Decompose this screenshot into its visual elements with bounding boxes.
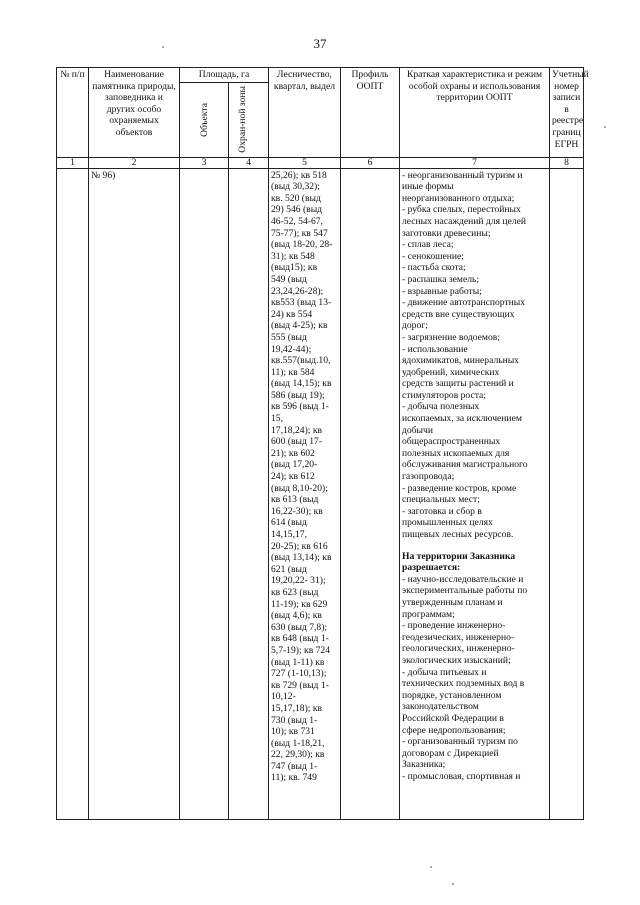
forestry-line: 10,12- xyxy=(271,691,296,703)
allowed-line: геологических, инженерно- xyxy=(402,643,515,655)
prohibited-line: - загрязнение водоемов; xyxy=(402,331,500,343)
forestry-line: (выд15); кв xyxy=(271,262,318,274)
allowed-heading-line: разрешается: xyxy=(402,562,461,574)
forestry-line: 25,26); кв 518 xyxy=(271,169,327,181)
forestry-line: (выд 4-25); кв xyxy=(271,320,328,332)
cell-profile xyxy=(341,168,400,819)
header-buffer-area xyxy=(229,82,269,157)
column-number-7: 7 xyxy=(400,157,550,168)
header-number: № п/п xyxy=(57,68,89,158)
scan-speck xyxy=(604,126,606,128)
cell-buffer-area xyxy=(229,168,269,819)
prohibited-line: - пастьба скота; xyxy=(402,262,466,274)
forestry-line: 15,17,18); кв xyxy=(271,702,323,714)
prohibited-line: газопровода; xyxy=(402,471,455,483)
allowed-line: порядке, установленном xyxy=(402,689,502,701)
forestry-line: 630 (выд 7,8); xyxy=(271,621,328,633)
forestry-line: 31); кв 548 xyxy=(271,250,315,262)
forestry-line: (выд 13,14); кв xyxy=(271,552,332,564)
column-number-5: 5 xyxy=(269,157,341,168)
prohibited-line: - разведение костров, кроме xyxy=(402,482,517,494)
cell-egrn-number xyxy=(550,168,584,819)
page-number: 37 xyxy=(313,36,327,51)
forestry-line: 24); кв 612 xyxy=(271,471,315,483)
forestry-line: (выд 30,32); xyxy=(271,181,320,193)
forestry-line: 14,15,17, xyxy=(271,529,307,540)
prohibited-line: ядохимикатов, минеральных xyxy=(402,355,519,367)
header-object-area xyxy=(180,82,229,157)
prohibited-line: полезных ископаемых для xyxy=(402,447,510,459)
forestry-line: (выд 1-18,21, xyxy=(271,737,325,749)
prohibited-line: - заготовка и сбор в xyxy=(402,505,482,517)
forestry-line: (выд 1-11) кв xyxy=(271,656,325,668)
prohibited-line: удобрений, химических xyxy=(402,366,500,378)
allowed-line: сфере недропользования; xyxy=(402,724,506,736)
prohibited-line: - распашка земель; xyxy=(402,273,480,285)
header-characteristics: Краткая характеристика и режим особой охраны и использования территории ООПТ xyxy=(400,68,550,158)
forestry-line: 727 (1-10,13); xyxy=(271,668,327,680)
cell-object-area xyxy=(180,168,229,819)
prohibited-line: иные формы xyxy=(402,181,454,193)
forestry-line: 17,18,24); кв xyxy=(271,424,323,436)
prohibited-line: неорганизованного отдыха; xyxy=(402,192,515,204)
allowed-line: геодезических, инженерно- xyxy=(402,631,515,643)
prohibited-line: пищевых лесных ресурсов. xyxy=(402,529,514,540)
scan-speck xyxy=(430,866,432,868)
prohibited-line: обслуживания магистрального xyxy=(402,459,528,471)
forestry-line: 23,24,26-28); xyxy=(271,285,324,297)
forestry-line: кв. 520 (выд xyxy=(271,192,321,204)
allowed-heading xyxy=(402,551,547,574)
allowed-line: технических подземных вод в xyxy=(402,678,525,690)
scan-speck xyxy=(452,883,454,885)
forestry-line: 730 (выд 1- xyxy=(271,714,318,726)
header-object-area-label: Объекта xyxy=(198,102,210,137)
allowed-line: - проведение инженерно- xyxy=(402,620,506,632)
allowed-line: договорам с Дирекцией xyxy=(402,747,499,759)
prohibited-line: промышленных целях xyxy=(402,517,493,529)
forestry-line: кв 596 (выд 1- xyxy=(271,401,329,413)
forestry-line: кв 623 (выд xyxy=(271,586,319,598)
scan-speck xyxy=(162,46,164,48)
cell-forestry xyxy=(269,168,341,819)
header-area-group: Площадь, га xyxy=(180,68,269,83)
prohibited-line: общераспространенных xyxy=(402,436,501,448)
forestry-line: 5,7-19); кв 724 xyxy=(271,644,331,656)
forestry-line: 586 (выд 19); xyxy=(271,389,325,401)
forestry-line: 747 (выд 1- xyxy=(271,760,318,772)
forestry-line: 19,20,22- 31); xyxy=(271,575,326,587)
header-forestry: Лесничество, квартал, выдел xyxy=(269,68,341,158)
column-number-3: 3 xyxy=(180,157,229,168)
allowed-line: - добыча питьевых и xyxy=(402,666,487,678)
forestry-line: 15, xyxy=(271,413,283,425)
allowed-heading-line: На территории Заказника xyxy=(402,550,516,562)
prohibited-line: лесных насаждений для целей xyxy=(402,215,526,227)
cell-characteristics xyxy=(400,168,550,819)
allowed-line: - научно-исследовательские и xyxy=(402,573,524,585)
forestry-line: 10); кв 731 xyxy=(271,726,315,738)
column-number-2: 2 xyxy=(89,157,180,168)
column-number-6: 6 xyxy=(341,157,400,168)
forestry-line: кв 648 (выд 1- xyxy=(271,633,329,645)
forestry-line: 21); кв 602 xyxy=(271,447,315,459)
allowed-activities xyxy=(402,574,547,783)
allowed-line: программам; xyxy=(402,608,455,620)
cell-number xyxy=(57,168,89,819)
prohibited-line: ископаемых, за исключением xyxy=(402,413,522,425)
prohibited-line: - сенокошение; xyxy=(402,250,464,262)
prohibited-activities xyxy=(402,170,547,541)
header-name: Наименование памятника природы, заповедника и других особо охраняемых объектов xyxy=(89,68,180,158)
protected-areas-table xyxy=(56,67,589,820)
prohibited-line: - неорганизованный туризм и xyxy=(402,169,523,181)
forestry-line: (выд 18-20, 28- xyxy=(271,239,333,251)
allowed-line: экспериментальные работы по xyxy=(402,585,528,597)
forestry-line: кв 729 (выд 1- xyxy=(271,679,329,691)
forestry-line: кв 613 (выд xyxy=(271,494,319,506)
forestry-line: (выд 14,15); кв xyxy=(271,378,332,390)
allowed-line: - организованный туризм по xyxy=(402,736,518,748)
forestry-line: 11-19); кв 629 xyxy=(271,598,328,610)
prohibited-line: - добыча полезных xyxy=(402,401,480,413)
column-number-row xyxy=(57,157,584,168)
forestry-line: 46-52, 54-67, xyxy=(271,215,323,227)
allowed-line: Заказника; xyxy=(402,759,446,771)
prohibited-line: специальных мест; xyxy=(402,494,480,506)
column-number-1: 1 xyxy=(57,157,89,168)
prohibited-line: - рубка спелых, перестойных xyxy=(402,204,521,216)
prohibited-line: - движение автотранспортных xyxy=(402,297,526,309)
forestry-line: (выд 4,6); кв xyxy=(271,610,322,622)
forestry-line: 20-25); кв 616 xyxy=(271,540,328,552)
forestry-line: 555 (выд xyxy=(271,331,307,343)
allowed-line: экологических изысканий; xyxy=(402,654,511,666)
prohibited-line: стимуляторов роста; xyxy=(402,389,486,401)
forestry-line: 24) кв 554 xyxy=(271,308,313,320)
prohibited-line: - взрывные работы; xyxy=(402,285,482,297)
forestry-line: 600 (выд 17- xyxy=(271,436,323,448)
allowed-line: - промысловая, спортивная и xyxy=(402,770,521,782)
forestry-line: 19,42-44); xyxy=(271,343,312,355)
prohibited-line: заготовки древесины; xyxy=(402,227,491,239)
allowed-line: законодательством xyxy=(402,701,479,713)
forestry-line: кв553 (выд 13- xyxy=(271,297,332,309)
forestry-line: 75-77); кв 547 xyxy=(271,227,328,239)
prohibited-line: - сплав леса; xyxy=(402,239,454,251)
header-profile: Профиль ООПТ xyxy=(341,68,400,158)
forestry-line: кв.557(выд.10, xyxy=(271,355,331,367)
allowed-line: утвержденным планам и xyxy=(402,596,503,608)
prohibited-line: дорог; xyxy=(402,320,428,332)
forestry-line: 621 (выд xyxy=(271,563,307,575)
forestry-line: 22, 29,30); кв xyxy=(271,749,325,761)
prohibited-line: добычи xyxy=(402,424,433,436)
forestry-line: 11); кв 584 xyxy=(271,366,315,378)
forestry-line: 29) 546 (выд xyxy=(271,204,323,216)
prohibited-line: средств защиты растений и xyxy=(402,378,514,390)
forestry-line: 614 (выд xyxy=(271,517,307,529)
header-egrn-number: Учетный номер записи в реестре границ ЕГРН xyxy=(550,68,584,158)
prohibited-line: средств вне существующих xyxy=(402,308,515,320)
forestry-line: (выд 17,20- xyxy=(271,459,318,471)
forestry-line: 16,22-30); кв xyxy=(271,505,323,517)
header-buffer-area-label: Охран-ной зоны xyxy=(236,86,248,153)
forestry-line: 549 (выд xyxy=(271,273,307,285)
table-row xyxy=(57,168,584,819)
forestry-line: 11); кв. 749 xyxy=(271,772,317,784)
cell-name: № 96) xyxy=(89,168,180,819)
allowed-line: Российской Федерации в xyxy=(402,712,504,724)
forestry-line: (выд 8,10-20); xyxy=(271,482,328,494)
column-number-4: 4 xyxy=(229,157,269,168)
prohibited-line: - использование xyxy=(402,343,468,355)
column-number-8: 8 xyxy=(550,157,584,168)
